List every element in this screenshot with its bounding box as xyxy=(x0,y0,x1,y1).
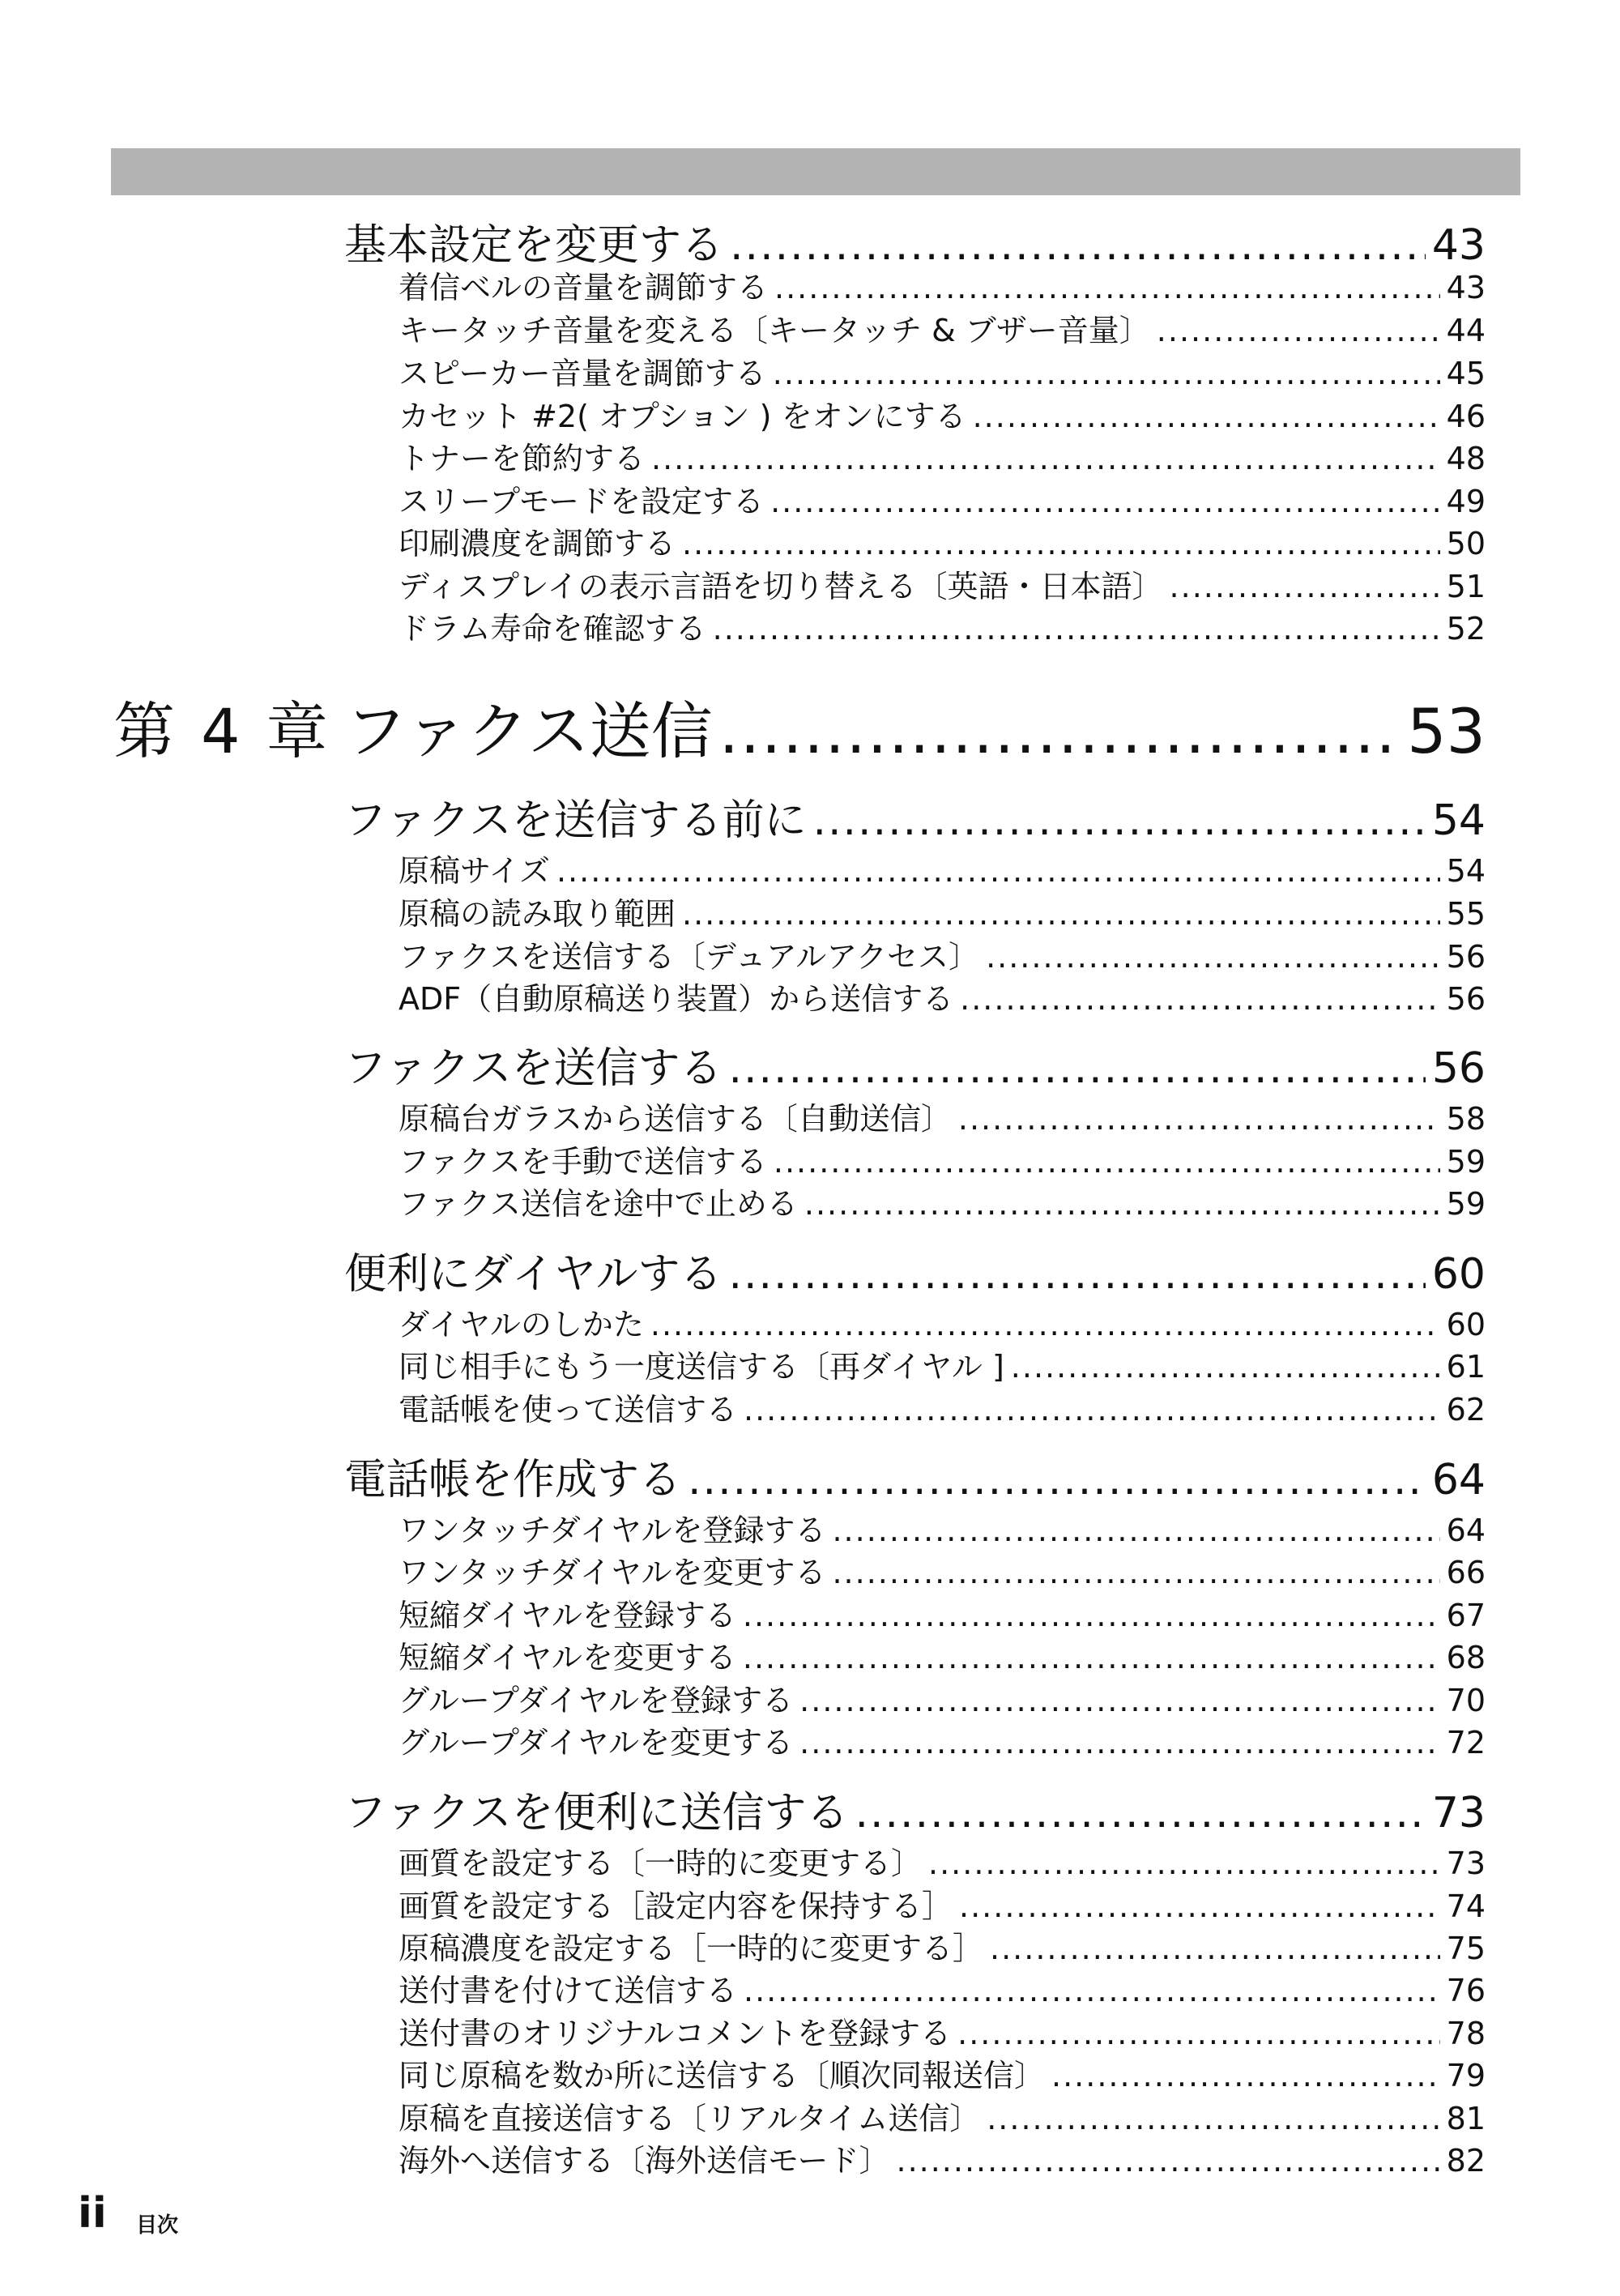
toc-title: 電話帳を作成する xyxy=(344,1456,682,1504)
toc-page-number: 46 xyxy=(1446,399,1486,434)
toc-title: ADF（自動原稿送り装置）から送信する xyxy=(399,981,954,1017)
toc-title: グループダイヤルを登録する xyxy=(399,1683,794,1718)
dot-leader xyxy=(682,526,1440,561)
dot-leader xyxy=(804,1186,1440,1222)
dot-leader xyxy=(973,399,1440,434)
toc-item[interactable] xyxy=(399,1881,1486,1923)
toc-title: キータッチ音量を変える〔キータッチ & ブザー音量〕 xyxy=(399,313,1150,348)
toc-item[interactable] xyxy=(399,604,1486,646)
toc-page-number: 43 xyxy=(1431,221,1486,270)
dot-leader xyxy=(960,981,1440,1017)
toc-page-number: 59 xyxy=(1446,1186,1486,1222)
toc-page-number: 75 xyxy=(1446,1931,1486,1966)
toc-page-number: 52 xyxy=(1446,611,1486,647)
toc-section[interactable] xyxy=(344,1034,1486,1093)
toc-title: 電話帳を使って送信する xyxy=(399,1392,738,1428)
toc-title: スリープモードを設定する xyxy=(399,484,765,519)
toc-title: 同じ相手にもう一度送信する〔再ダイヤル ] xyxy=(399,1349,1004,1385)
dot-leader xyxy=(1170,569,1440,604)
dot-leader xyxy=(744,1392,1440,1428)
toc-item[interactable] xyxy=(399,1342,1486,1384)
dot-leader xyxy=(957,2016,1440,2051)
toc-page-number: 70 xyxy=(1446,1683,1486,1718)
dot-leader xyxy=(986,939,1440,975)
toc-title: 着信ベルの音量を調節する xyxy=(399,270,769,305)
dot-leader xyxy=(556,853,1440,889)
toc-title: 送付書を付けて送信する xyxy=(399,1973,738,2008)
toc-page-number: 56 xyxy=(1431,1044,1486,1093)
toc-title: 短縮ダイヤルを変更する xyxy=(399,1640,736,1675)
toc-title: ファクス送信 xyxy=(345,695,713,767)
toc-page-number: 45 xyxy=(1446,356,1486,391)
toc-title: 基本設定を変更する xyxy=(344,221,724,270)
dot-leader xyxy=(812,796,1425,845)
toc-page-number: 66 xyxy=(1446,1555,1486,1590)
toc-page-number: 74 xyxy=(1446,1888,1486,1924)
toc-item[interactable] xyxy=(399,1675,1486,1718)
toc-page-number: 60 xyxy=(1431,1250,1486,1299)
toc-page-number: 72 xyxy=(1446,1725,1486,1760)
dot-leader xyxy=(855,1789,1425,1837)
header-bar xyxy=(111,148,1520,195)
dot-leader xyxy=(774,270,1440,305)
toc-item[interactable] xyxy=(399,846,1486,888)
toc-page-number: 53 xyxy=(1407,695,1486,767)
toc-page-number: 64 xyxy=(1431,1456,1486,1504)
dot-leader xyxy=(713,611,1440,647)
toc-item[interactable] xyxy=(399,889,1486,931)
toc-title: トナーを節約する xyxy=(399,441,646,476)
toc-item[interactable] xyxy=(399,1718,1486,1760)
toc-title: 画質を設定する［設定内容を保持する］ xyxy=(399,1888,953,1924)
toc-item[interactable] xyxy=(399,519,1486,561)
toc-title: ドラム寿命を確認する xyxy=(399,611,706,647)
dot-leader xyxy=(958,1101,1440,1137)
dot-leader xyxy=(990,1931,1440,1966)
dot-leader xyxy=(773,356,1440,391)
toc-item[interactable] xyxy=(399,2008,1486,2051)
toc-title: グループダイヤルを変更する xyxy=(399,1725,794,1760)
toc-item[interactable] xyxy=(399,1137,1486,1179)
dot-leader xyxy=(832,1513,1439,1548)
toc-page-number: 50 xyxy=(1446,526,1486,561)
toc-page-number: 49 xyxy=(1446,484,1486,519)
toc-item[interactable] xyxy=(399,1590,1486,1632)
toc-section[interactable] xyxy=(344,211,1486,270)
toc-page-number: 68 xyxy=(1446,1640,1486,1675)
dot-leader xyxy=(719,695,1401,767)
toc-section[interactable] xyxy=(344,786,1486,845)
dot-leader xyxy=(1051,2058,1440,2093)
toc-item[interactable] xyxy=(399,1179,1486,1221)
toc-title: ファクスを送信する前に xyxy=(344,796,807,845)
dot-leader xyxy=(744,1973,1440,2008)
dot-leader xyxy=(728,1250,1425,1299)
dot-leader xyxy=(770,484,1440,519)
toc-page-number: 44 xyxy=(1446,313,1486,348)
toc-title: ダイヤルのしかた xyxy=(399,1307,644,1342)
toc-page-number: 73 xyxy=(1431,1789,1486,1837)
toc-item[interactable] xyxy=(399,262,1486,305)
toc-item[interactable] xyxy=(399,1385,1486,1427)
toc-item[interactable] xyxy=(399,974,1486,1016)
dot-leader xyxy=(743,1598,1440,1633)
dot-leader xyxy=(743,1640,1440,1675)
toc-page-number: 73 xyxy=(1446,1846,1486,1881)
toc-page-number: 62 xyxy=(1446,1392,1486,1428)
toc-item[interactable] xyxy=(399,305,1486,348)
toc-title: ファクス送信を途中で止める xyxy=(399,1186,798,1222)
toc-item[interactable] xyxy=(399,1632,1486,1675)
toc-item[interactable] xyxy=(399,1838,1486,1880)
toc-title: 送付書のオリジナルコメントを登録する xyxy=(399,2016,952,2051)
toc-title: 原稿濃度を設定する［一時的に変更する］ xyxy=(399,1931,984,1966)
toc-item[interactable] xyxy=(399,1923,1486,1965)
toc-item[interactable] xyxy=(399,1094,1486,1136)
toc-page-number: 56 xyxy=(1446,939,1486,975)
toc-page-number: 58 xyxy=(1446,1101,1486,1137)
toc-title: ワンタッチダイヤルを登録する xyxy=(399,1513,826,1548)
toc-section[interactable] xyxy=(344,1240,1486,1299)
toc-title: 便利にダイヤルする xyxy=(344,1250,723,1299)
toc-item[interactable] xyxy=(399,1965,1486,2008)
toc-page-number: 61 xyxy=(1446,1349,1486,1385)
toc-item[interactable] xyxy=(399,391,1486,433)
toc-page-number: 43 xyxy=(1446,270,1486,305)
toc-page-number: 67 xyxy=(1446,1598,1486,1633)
toc-title: ファクスを便利に送信する xyxy=(344,1789,849,1837)
toc-item[interactable] xyxy=(399,348,1486,390)
chapter-label: 第 4 章 xyxy=(113,695,331,767)
toc-page-number: 54 xyxy=(1431,796,1486,845)
toc-title: 画質を設定する〔一時的に変更する〕 xyxy=(399,1846,923,1881)
toc-item[interactable] xyxy=(399,433,1486,476)
toc-page-number: 81 xyxy=(1446,2101,1486,2136)
toc-title: 同じ原稿を数か所に送信する〔順次同報送信〕 xyxy=(399,2058,1046,2093)
toc-item[interactable] xyxy=(399,1300,1486,1342)
toc-page-number: 60 xyxy=(1446,1307,1486,1342)
toc-item[interactable] xyxy=(399,476,1486,519)
toc-page-number: 51 xyxy=(1446,569,1486,604)
dot-leader xyxy=(832,1555,1439,1590)
toc-section[interactable] xyxy=(344,1778,1486,1837)
toc-title: カセット #2( オプション ) をオンにする xyxy=(399,399,966,434)
toc-page-number: 56 xyxy=(1446,981,1486,1017)
dot-leader xyxy=(651,441,1440,476)
toc-title: 原稿の読み取り範囲 xyxy=(399,896,676,932)
toc-title: スピーカー音量を調節する xyxy=(399,356,766,391)
toc-title: 短縮ダイヤルを登録する xyxy=(399,1598,736,1633)
toc-section[interactable] xyxy=(344,1445,1486,1504)
toc-title: 原稿サイズ xyxy=(399,853,550,889)
toc-page-number: 54 xyxy=(1446,853,1486,889)
toc-page-number: 78 xyxy=(1446,2016,1486,2051)
toc-item[interactable] xyxy=(399,1547,1486,1590)
toc-title: ワンタッチダイヤルを変更する xyxy=(399,1555,826,1590)
toc-page-number: 79 xyxy=(1446,2058,1486,2093)
dot-leader xyxy=(682,896,1440,932)
toc-title: 原稿を直接送信する〔リアルタイム送信〕 xyxy=(399,2101,981,2136)
toc-title: ファクスを手動で送信する xyxy=(399,1144,767,1180)
toc-item[interactable] xyxy=(399,2051,1486,2093)
dot-leader xyxy=(896,2143,1439,2179)
toc-item[interactable] xyxy=(399,1505,1486,1547)
dot-leader xyxy=(959,1888,1440,1924)
dot-leader xyxy=(688,1456,1426,1504)
dot-leader xyxy=(799,1725,1439,1760)
dot-leader xyxy=(987,2101,1439,2136)
toc-title: ディスプレイの表示言語を切り替える〔英語・日本語〕 xyxy=(399,569,1163,604)
toc-page-number: 48 xyxy=(1446,441,1486,476)
dot-leader xyxy=(650,1307,1440,1342)
dot-leader xyxy=(799,1683,1439,1718)
dot-leader xyxy=(928,1846,1440,1881)
dot-leader xyxy=(1157,313,1440,348)
toc-item[interactable] xyxy=(399,2093,1486,2136)
toc-item[interactable] xyxy=(399,2136,1486,2178)
footer-page-number: ii xyxy=(78,2189,107,2238)
toc-item[interactable] xyxy=(399,932,1486,974)
toc-title: 海外へ送信する〔海外送信モード〕 xyxy=(399,2143,890,2179)
footer-label: 目次 xyxy=(136,2213,179,2238)
toc-chapter[interactable] xyxy=(113,682,1486,767)
toc-page-number: 64 xyxy=(1446,1513,1486,1548)
dot-leader xyxy=(774,1144,1440,1180)
toc-page-number: 82 xyxy=(1446,2143,1486,2179)
toc-title: ファクスを送信する〔デュアルアクセス〕 xyxy=(399,939,980,975)
toc-page-number: 59 xyxy=(1446,1144,1486,1180)
dot-leader xyxy=(1011,1349,1440,1385)
toc-item[interactable] xyxy=(399,561,1486,604)
dot-leader xyxy=(728,1044,1425,1093)
toc-title: 原稿台ガラスから送信する〔自動送信〕 xyxy=(399,1101,952,1137)
toc-title: 印刷濃度を調節する xyxy=(399,526,676,561)
toc-page-number: 76 xyxy=(1446,1973,1486,2008)
toc-title: ファクスを送信する xyxy=(344,1044,723,1093)
toc-page-number: 55 xyxy=(1446,896,1486,932)
